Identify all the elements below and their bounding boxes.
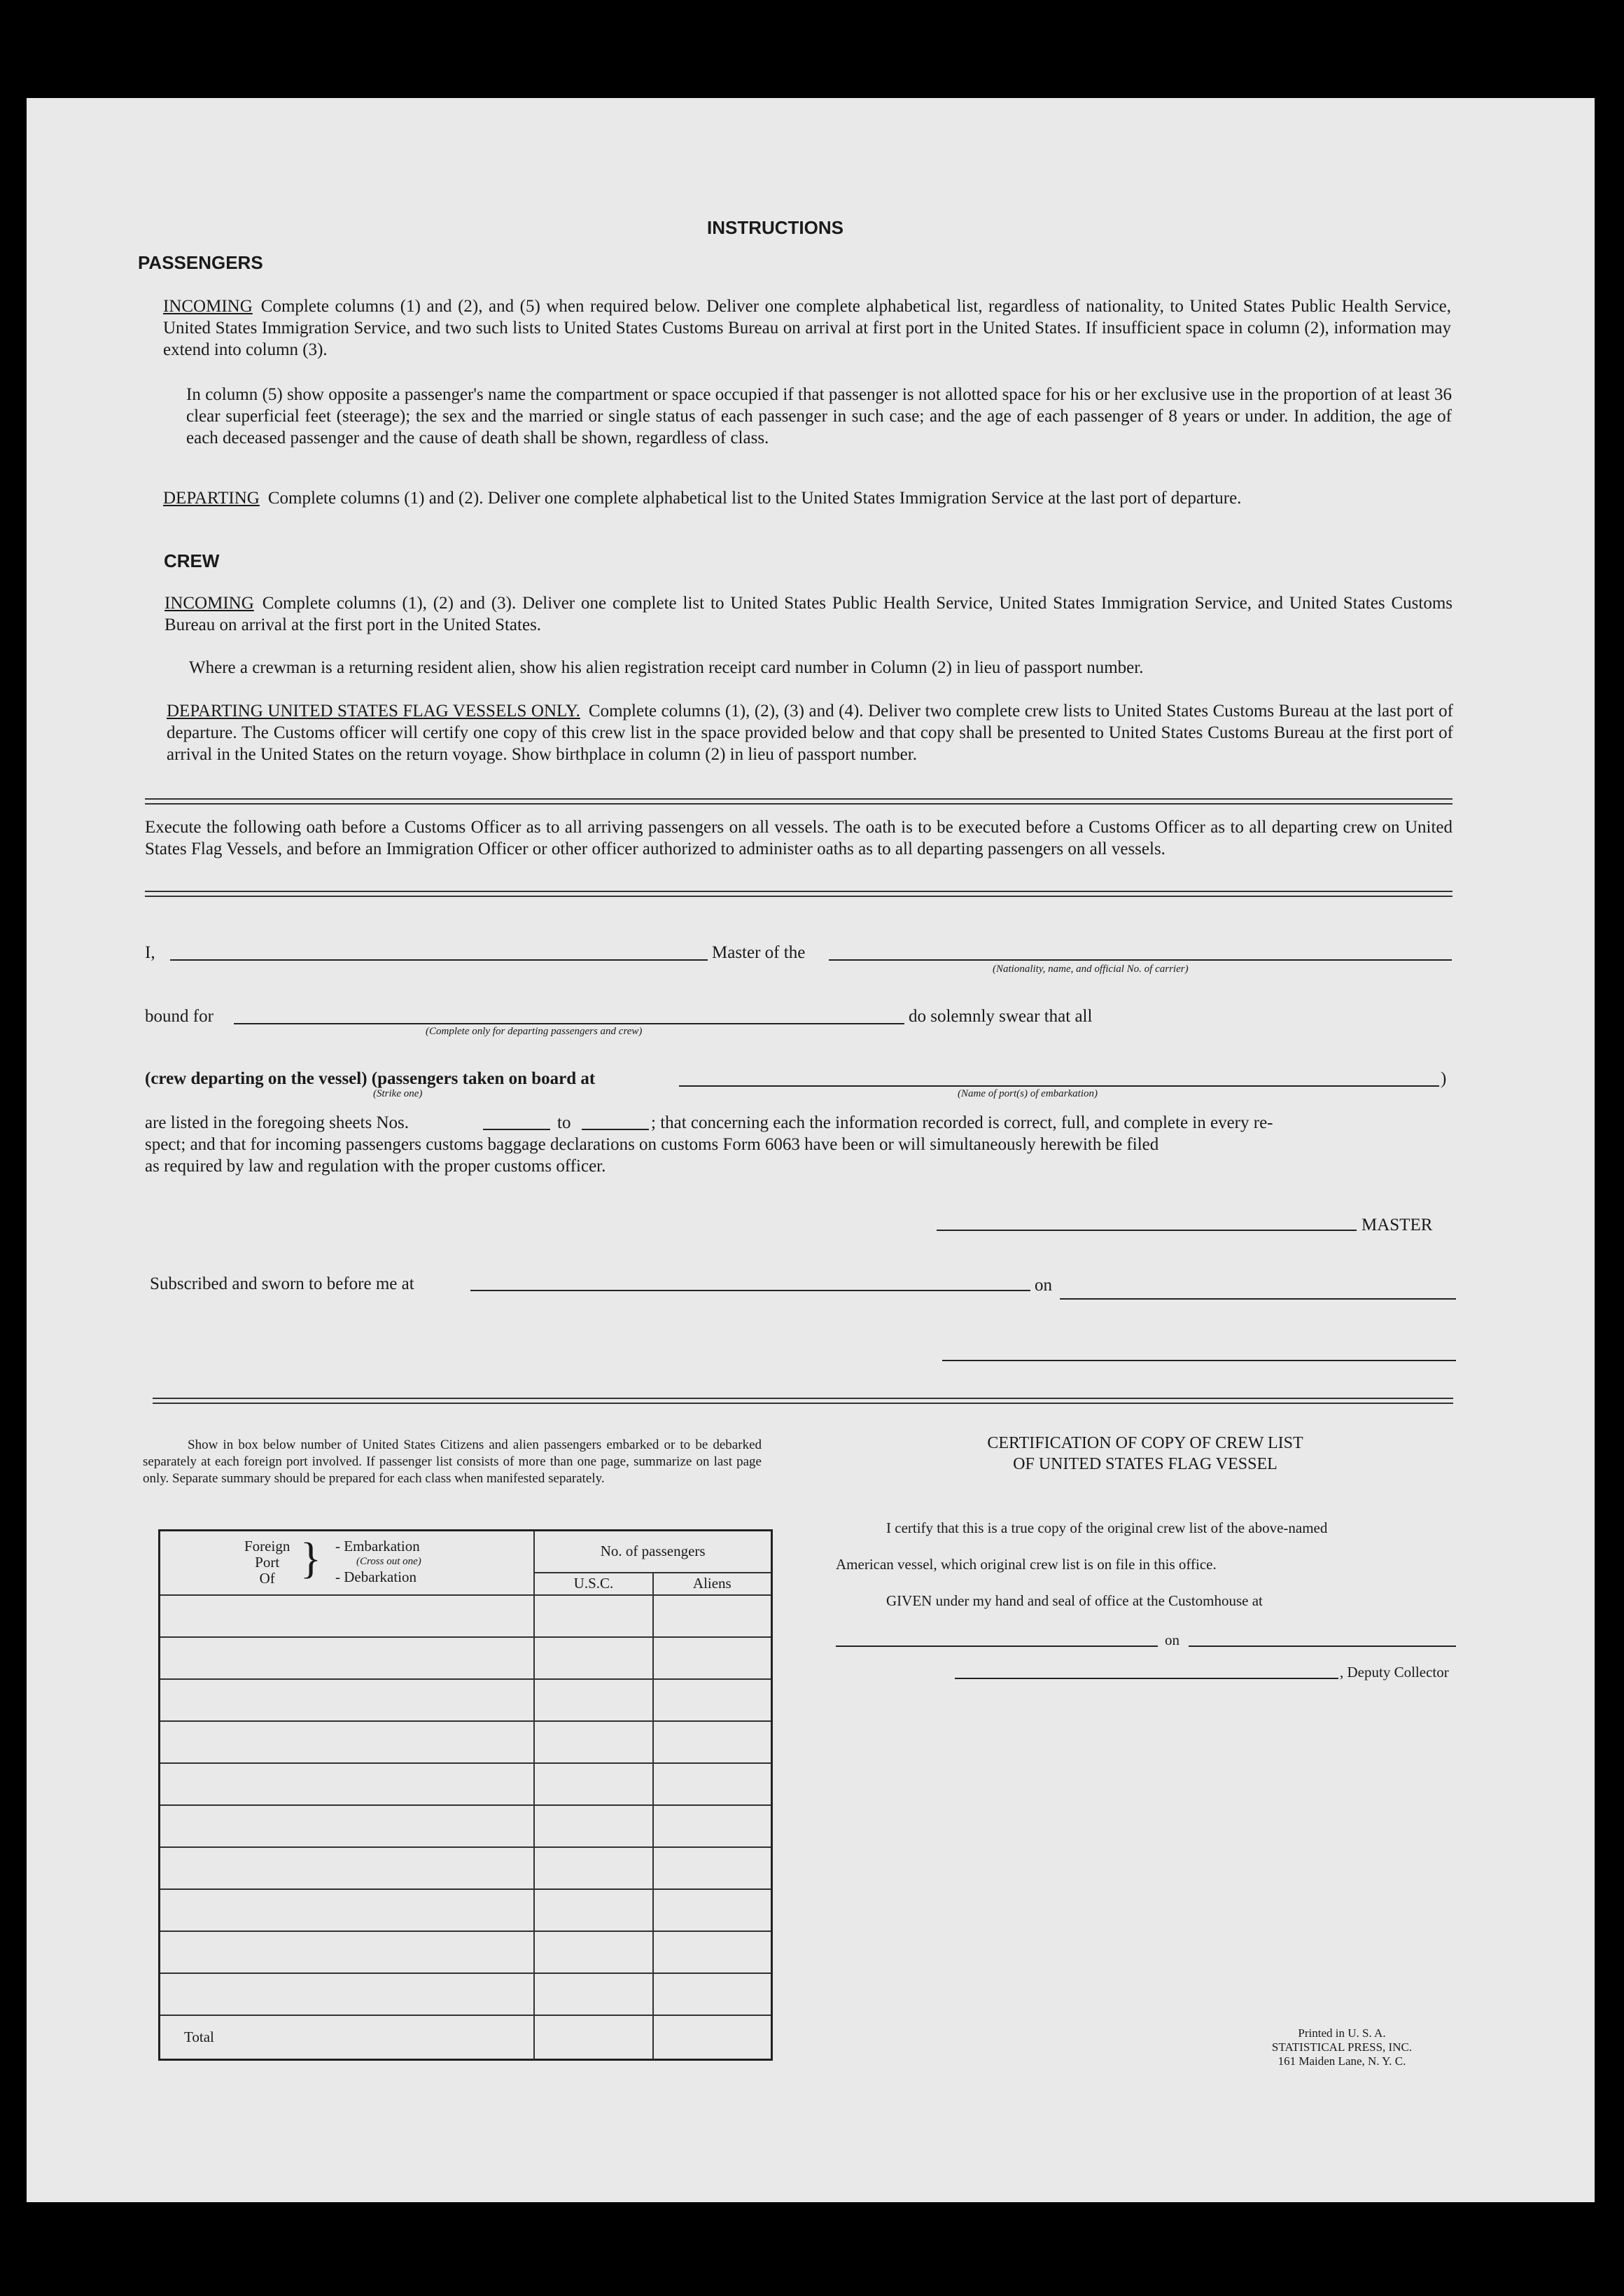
usc-total-cell[interactable] [534, 2015, 652, 2060]
port-cell[interactable] [160, 1763, 535, 1805]
carrier-note: (Nationality, name, and official No. of carrier) [993, 963, 1189, 975]
port-cell[interactable] [160, 1679, 535, 1721]
sheet-from-field[interactable] [483, 1129, 550, 1130]
page-title: INSTRUCTIONS [707, 217, 844, 238]
passengers-incoming [163, 295, 1451, 361]
summary-instructions: Show in box below number of United States Citizens and alien passengers embarked or to be debarked separately at each foreign port involved. If passenger list consists of more than one page, summarize on last page only. Separate summary should be prepared for each class when manifested separately. [143, 1438, 762, 1486]
customhouse-field[interactable] [836, 1646, 1158, 1647]
usc-cell[interactable] [534, 1763, 652, 1805]
usc-cell[interactable] [534, 1889, 652, 1931]
master-name-field[interactable] [170, 959, 708, 961]
crew-departing-bold: (crew departing on the vessel) (passengers taken on board at [145, 1069, 596, 1088]
oath-i-label: I, [145, 943, 155, 962]
aliens-cell[interactable] [653, 1721, 772, 1763]
sheets-text-2: ; that concerning each the information recorded is correct, full, and complete in every re- [651, 1113, 1273, 1132]
strike-one-note: (Strike one) [373, 1088, 423, 1099]
given-text: GIVEN under my hand and seal of office at the Customhouse at [886, 1592, 1263, 1609]
foreign-port-of: Foreign Port Of [244, 1538, 290, 1587]
deputy-collector-label: , Deputy Collector [1340, 1664, 1449, 1681]
usc-cell[interactable] [534, 1973, 652, 2015]
aliens-cell[interactable] [653, 1595, 772, 1637]
aliens-cell[interactable] [653, 1889, 772, 1931]
cert-date-field[interactable] [1189, 1646, 1456, 1647]
port-cell[interactable] [160, 1595, 535, 1637]
sheet-to-field[interactable] [582, 1129, 649, 1130]
divider [145, 798, 1452, 805]
usc-header: U.S.C. [534, 1573, 652, 1595]
usc-cell[interactable] [534, 1847, 652, 1889]
sworn-place-field[interactable] [470, 1290, 1030, 1291]
usc-cell[interactable] [534, 1805, 652, 1847]
embarkation-port-field[interactable] [679, 1085, 1439, 1087]
aliens-cell[interactable] [653, 1931, 772, 1973]
usc-cell[interactable] [534, 1637, 652, 1679]
crew-flag-vessels [167, 700, 1453, 765]
passengers-incoming-text: Complete columns (1) and (2), and (5) when required below. Deliver one complete alphabetical list, regardless of nationality, to United States Public Health Service, United States Immigration Service, and two such lists to United States Customs Bureau on arrival at first port in the United States. If insufficient space in column (2), information may extend into column (3). [163, 297, 1451, 359]
aliens-cell[interactable] [653, 1847, 772, 1889]
certify-text-1: I certify that this is a true copy of the original crew list of the above-named [886, 1519, 1328, 1536]
port-note: (Name of port(s) of embarkation) [958, 1088, 1098, 1099]
passengers-departing-text: Complete columns (1) and (2). Deliver one complete alphabetical list to the United States Immigration Service at the last port of departure. [267, 489, 1242, 508]
swear-text: do solemnly swear that all [909, 1007, 1093, 1026]
crew-incoming [164, 592, 1452, 636]
sheets-text-4: as required by law and regulation with the proper customs officer. [145, 1157, 606, 1176]
certify-text-2: American vessel, which original crew list is on file in this office. [836, 1556, 1217, 1573]
divider [145, 891, 1452, 897]
crew-resident-text: Where a crewman is a returning resident alien, show his alien registration receipt card number in Column (2) in lieu of passport number. [189, 658, 1144, 677]
master-label: MASTER [1362, 1216, 1433, 1234]
passengers-column5-text: In column (5) show opposite a passenger's name the compartment or space occupied if that passenger is not allotted space for his or her exclusive use in the proportion of at least 36 clear superficial feet (steerage); the sex and the married or single status of each passenger in such case; and the age of each passenger of 8 years or under. In addition, the age of each deceased passenger and the cause of death shall be shown, regardless of class. [186, 385, 1452, 447]
carrier-field[interactable] [829, 959, 1452, 961]
deputy-signature-field[interactable] [955, 1678, 1338, 1679]
port-cell[interactable] [160, 1847, 535, 1889]
crew-incoming-text: Complete columns (1), (2) and (3). Deliver one complete list to United States Public Health Service, United States Immigration Service, and United States Customs Bureau on arrival at the first port in the United States. [164, 594, 1452, 634]
port-cell[interactable] [160, 1721, 535, 1763]
form-sheet [27, 98, 1595, 2202]
usc-cell[interactable] [534, 1679, 652, 1721]
foreign-port-header [160, 1531, 535, 1595]
passenger-summary-table [158, 1529, 773, 2061]
cert-on-label: on [1165, 1631, 1180, 1648]
brace: } [300, 1535, 321, 1582]
aliens-total-cell[interactable] [653, 2015, 772, 2060]
subscribed-label: Subscribed and sworn to before me at [150, 1274, 414, 1293]
sworn-date-field[interactable] [1060, 1298, 1456, 1300]
printer-imprint: Printed in U. S. A. STATISTICAL PRESS, INC. 161 Maiden Lane, N. Y. C. [1271, 2026, 1413, 2068]
sheets-text-1: are listed in the foregoing sheets Nos. [145, 1113, 409, 1132]
crew-departing-text [145, 1068, 595, 1090]
usc-cell[interactable] [534, 1595, 652, 1637]
port-cell[interactable] [160, 1931, 535, 1973]
divider [153, 1398, 1453, 1404]
close-paren: ) [1441, 1069, 1447, 1088]
crew-flag-text: Complete columns (1), (2), (3) and (4). Deliver two complete crew lists to United States Customs Bureau at the last port of departure. The Customs officer will certify one copy of this crew list in the space provided below and that copy shall be presented to United States Customs Bureau at the first port of arrival in the United States on the return voyage. Show birthplace in column (2) in lieu of passport number. [167, 702, 1453, 764]
port-cell[interactable] [160, 1637, 535, 1679]
aliens-cell[interactable] [653, 1637, 772, 1679]
passengers-incoming-label: INCOMING [163, 297, 253, 316]
total-label: Total [160, 2015, 535, 2060]
usc-cell[interactable] [534, 1931, 652, 1973]
to-label: to [557, 1113, 571, 1132]
port-cell[interactable] [160, 1805, 535, 1847]
on-label: on [1035, 1276, 1052, 1295]
master-signature-field[interactable] [937, 1230, 1357, 1231]
aliens-cell[interactable] [653, 1679, 772, 1721]
bound-for-field[interactable] [234, 1023, 904, 1024]
embarkation-options: - Embarkation (Cross out one) - Debarkation [335, 1538, 421, 1585]
no-passengers-header: No. of passengers [534, 1531, 771, 1573]
crew-incoming-label: INCOMING [164, 594, 254, 613]
aliens-cell[interactable] [653, 1805, 772, 1847]
passengers-departing [163, 487, 1451, 509]
aliens-cell[interactable] [653, 1763, 772, 1805]
aliens-header: Aliens [653, 1573, 772, 1595]
officer-signature-field[interactable] [942, 1360, 1456, 1361]
sheets-text-3: spect; and that for incoming passengers customs baggage declarations on customs Form 6063 have been or will simultaneously herewith be filed [145, 1135, 1159, 1154]
port-cell[interactable] [160, 1889, 535, 1931]
master-of-label: Master of the [712, 943, 806, 962]
crew-flag-label: DEPARTING UNITED STATES FLAG VESSELS ONLY. [167, 702, 580, 721]
passengers-heading: PASSENGERS [138, 252, 263, 273]
certification-title: CERTIFICATION OF COPY OF CREW LIST OF UNITED STATES FLAG VESSEL [987, 1434, 1303, 1473]
passengers-departing-label: DEPARTING [163, 489, 260, 508]
port-cell[interactable] [160, 1973, 535, 2015]
bound-for-note: (Complete only for departing passengers and crew) [426, 1026, 643, 1037]
usc-cell[interactable] [534, 1721, 652, 1763]
bound-for-label: bound for [145, 1007, 214, 1026]
crew-heading: CREW [164, 550, 220, 571]
aliens-cell[interactable] [653, 1973, 772, 2015]
oath-intro: Execute the following oath before a Customs Officer as to all arriving passengers on all vessels. The oath is to be executed before a Customs Officer as to all departing crew on United States Flag Vessels, and before an Immigration Officer or other officer authorized to administer oaths as to all departing passengers on all vessels. [145, 818, 1452, 858]
